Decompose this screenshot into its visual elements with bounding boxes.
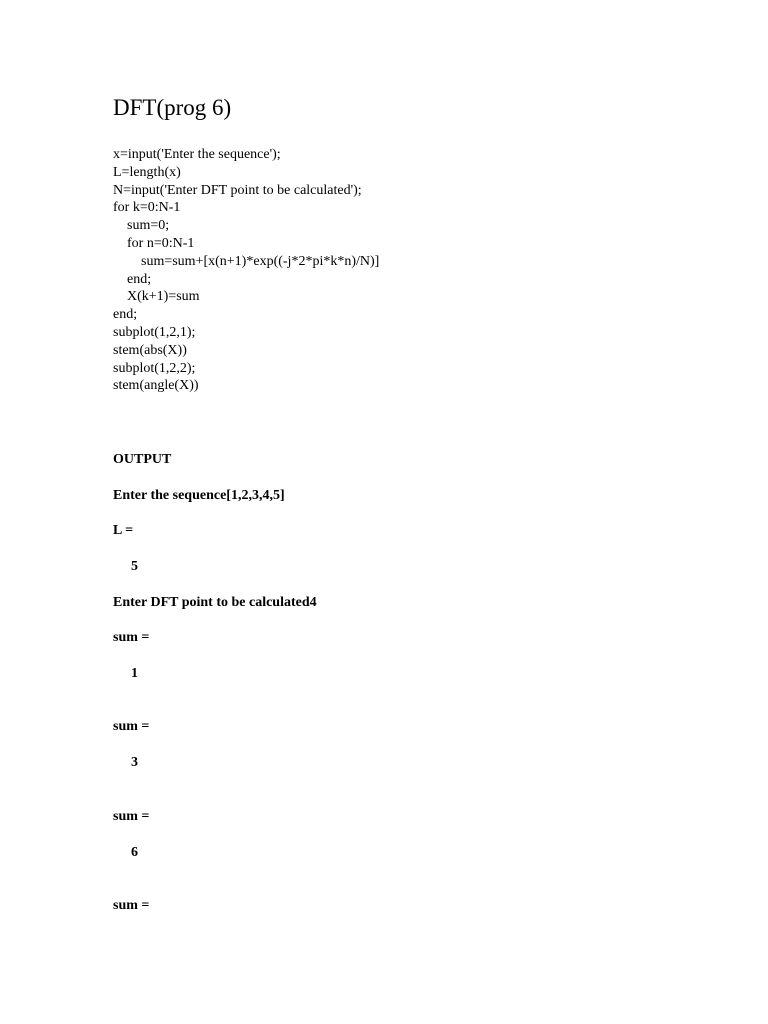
code-line: X(k+1)=sum bbox=[113, 289, 200, 305]
code-line: stem(angle(X)) bbox=[113, 378, 199, 394]
output-heading: OUTPUT bbox=[113, 452, 172, 467]
output-l-label: L = bbox=[113, 523, 134, 538]
output-sum-label: sum = bbox=[113, 898, 150, 913]
code-line: stem(abs(X)) bbox=[113, 342, 187, 358]
code-line: sum=sum+[x(n+1)*exp((-j*2*pi*k*n)/N)] bbox=[113, 253, 380, 269]
code-line: for k=0:N-1 bbox=[113, 200, 181, 216]
output-sum-value: 6 bbox=[131, 845, 138, 860]
output-sum-value: 1 bbox=[131, 666, 138, 681]
code-line: end; bbox=[113, 307, 138, 323]
code-line: end; bbox=[113, 271, 152, 287]
output-sum-value: 3 bbox=[131, 755, 138, 770]
output-l-value: 5 bbox=[131, 559, 138, 574]
code-block bbox=[113, 146, 379, 395]
output-dft-prompt: Enter DFT point to be calculated4 bbox=[113, 595, 317, 610]
output-sum-label: sum = bbox=[113, 630, 150, 645]
code-line: subplot(1,2,1); bbox=[113, 324, 196, 340]
output-sum-label: sum = bbox=[113, 719, 150, 734]
code-line: L=length(x) bbox=[113, 164, 181, 180]
code-line: sum=0; bbox=[113, 218, 170, 234]
document-title: DFT(prog 6) bbox=[113, 95, 232, 120]
code-line: x=input('Enter the sequence'); bbox=[113, 147, 281, 162]
code-line: for n=0:N-1 bbox=[113, 235, 195, 251]
code-line: N=input('Enter DFT point to be calculated'); bbox=[113, 182, 362, 198]
output-sum-label: sum = bbox=[113, 809, 150, 824]
code-line: subplot(1,2,2); bbox=[113, 360, 196, 376]
output-sequence-prompt: Enter the sequence[1,2,3,4,5] bbox=[113, 488, 285, 503]
